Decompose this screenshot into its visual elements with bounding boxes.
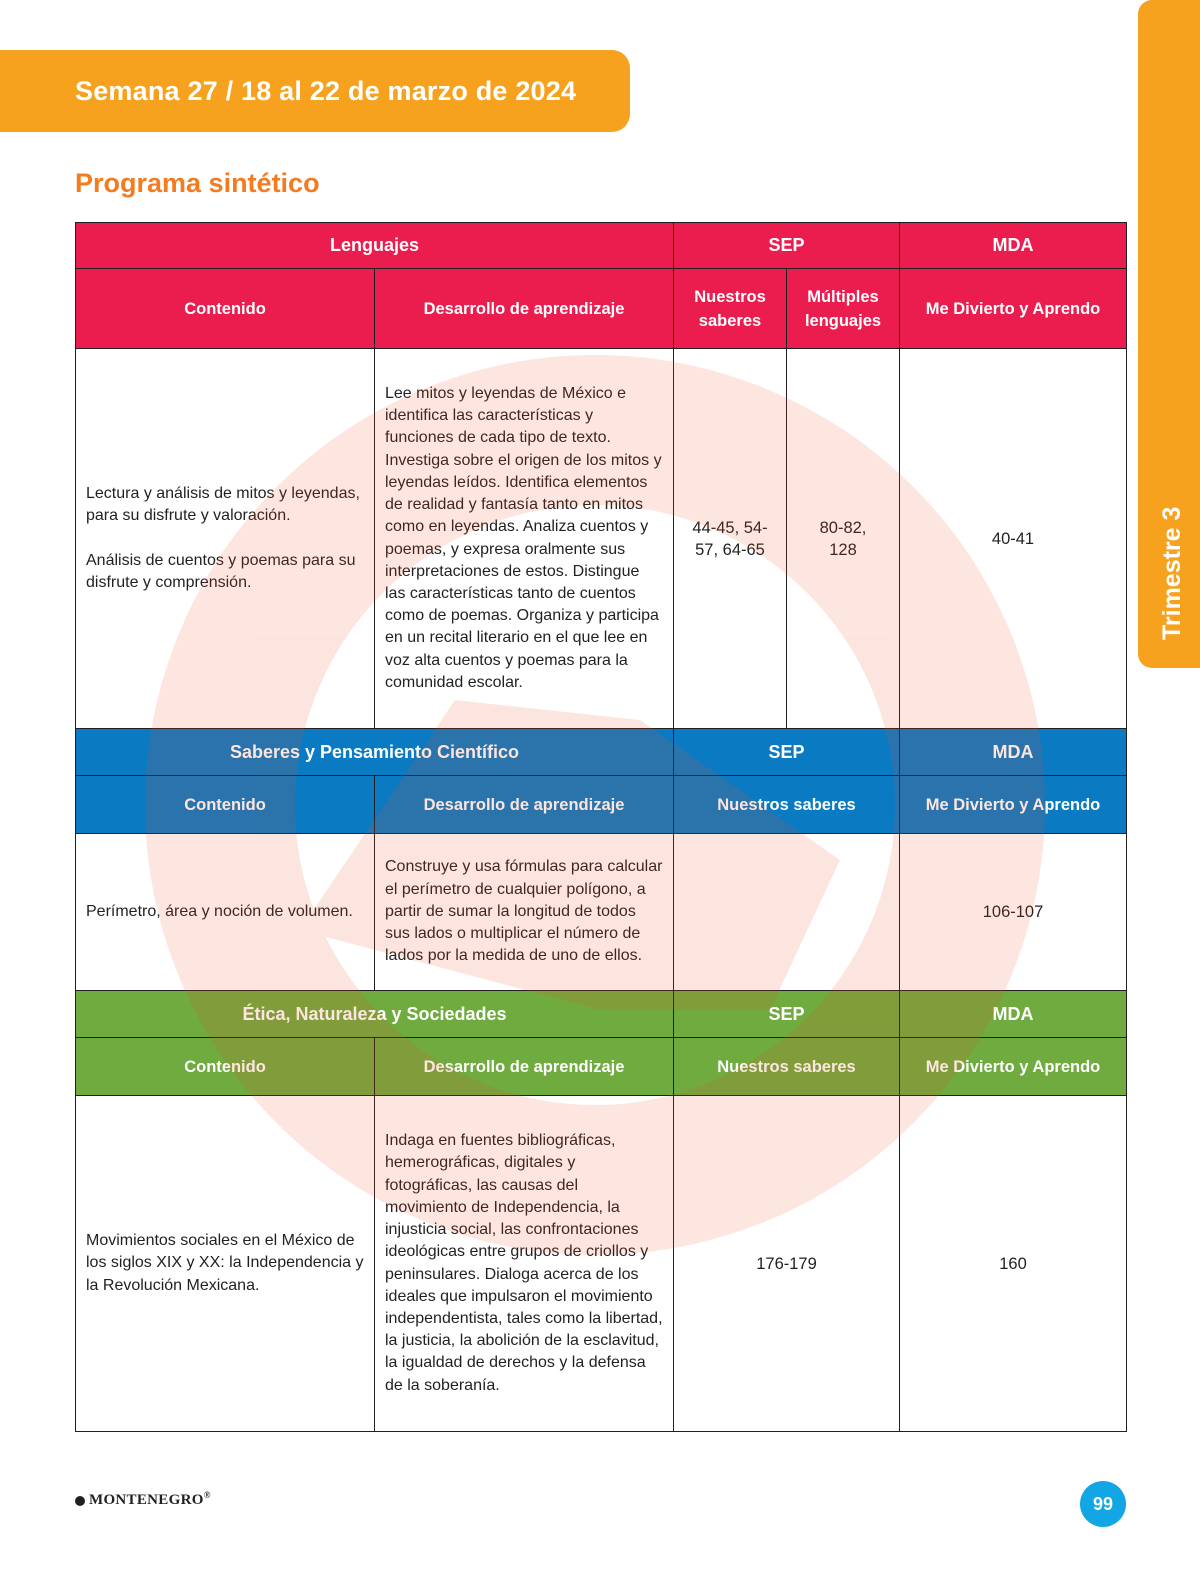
trimestre-label: Trimestre 3 <box>1158 506 1186 640</box>
saberes-title: Saberes y Pensamiento Científico <box>76 729 674 776</box>
lenguajes-desarrollo: Lee mitos y leyendas de México e identifica las características y funciones de cada tipo de texto. Investiga sobre el origen de los mitos y leyendas leídos. Identifica elementos de realidad y fantasía tanto en mitos como en leyendas. Analiza cuentos y poemas, y expresa oralmente sus interpretaciones de estos. Distingue las características tanto de cuentos como de poemas. Organiza y participa en un recital literario en el que lee en voz alta cuentos y poemas para la comunidad escolar. <box>375 349 674 729</box>
saberes-mda: MDA <box>900 729 1127 776</box>
lenguajes-nuestros-saberes: 44-45, 54-57, 64-65 <box>674 349 787 729</box>
col-nuestros-saberes: Nuestros saberes <box>674 776 900 834</box>
col-me-divierto: Me Divierto y Aprendo <box>900 1038 1127 1096</box>
saberes-me-divierto: 106-107 <box>900 834 1127 991</box>
col-nuestros-saberes: Nuestros saberes <box>674 1038 900 1096</box>
etica-contenido: Movimientos sociales en el México de los siglos XIX y XX: la Independencia y la Revolución Mexicana. <box>76 1096 375 1432</box>
etica-mda: MDA <box>900 991 1127 1038</box>
week-title: Semana 27 / 18 al 22 de marzo de 2024 <box>75 76 577 106</box>
saberes-columns-row <box>76 776 1127 834</box>
saberes-contenido: Perímetro, área y noción de volumen. <box>76 834 375 991</box>
etica-content-row <box>76 1096 1127 1432</box>
publisher-name: MONTENEGRO <box>89 1492 204 1508</box>
program-table <box>75 222 1127 1432</box>
col-contenido: Contenido <box>76 776 375 834</box>
saberes-nuestros-saberes <box>674 834 900 991</box>
etica-me-divierto: 160 <box>900 1096 1127 1432</box>
col-nuestros-saberes: Nuestros saberes <box>674 269 787 349</box>
etica-sep: SEP <box>674 991 900 1038</box>
lenguajes-title: Lenguajes <box>76 223 674 269</box>
col-desarrollo: Desarrollo de aprendizaje <box>375 1038 674 1096</box>
saberes-content-row <box>76 834 1127 991</box>
col-me-divierto: Me Divierto y Aprendo <box>900 269 1127 349</box>
etica-columns-row <box>76 1038 1127 1096</box>
saberes-header-row <box>76 729 1127 776</box>
lenguajes-me-divierto: 40-41 <box>900 349 1127 729</box>
lenguajes-content-row <box>76 349 1127 729</box>
lenguajes-header-row <box>76 223 1127 269</box>
etica-header-row <box>76 991 1127 1038</box>
etica-title: Ética, Naturaleza y Sociedades <box>76 991 674 1038</box>
col-contenido: Contenido <box>76 1038 375 1096</box>
section-title: Programa sintético <box>75 168 320 198</box>
etica-desarrollo: Indaga en fuentes bibliográficas, hemerográficas, digitales y fotográficas, las causas del movimiento de Independencia, la injusticia social, las confrontaciones ideológicas entre grupos de criollos y peninsulares. Dialoga acerca de los ideales que impulsaron el movimiento independentista, tales como la libertad, la justicia, la abolición de la esclavitud, la igualdad de derechos y la defensa de la soberanía. <box>375 1096 674 1432</box>
col-me-divierto: Me Divierto y Aprendo <box>900 776 1127 834</box>
contenido-item: Análisis de cuentos y poemas para su disfrute y comprensión. <box>86 551 356 591</box>
contenido-item: Lectura y análisis de mitos y leyendas, para su disfrute y valoración. <box>86 485 360 525</box>
publisher-logo: MONTENEGRO® <box>75 1490 211 1509</box>
col-multiples-lenguajes: Múltiples lenguajes <box>787 269 900 349</box>
col-desarrollo: Desarrollo de aprendizaje <box>375 776 674 834</box>
saberes-sep: SEP <box>674 729 900 776</box>
page-number-badge: 99 <box>1080 1481 1126 1527</box>
logo-dot-icon <box>75 1496 85 1506</box>
lenguajes-columns-row <box>76 269 1127 349</box>
lenguajes-contenido <box>76 349 375 729</box>
col-contenido: Contenido <box>76 269 375 349</box>
lenguajes-multiples-lenguajes: 80-82, 128 <box>787 349 900 729</box>
saberes-desarrollo: Construye y usa fórmulas para calcular el perímetro de cualquier polígono, a partir de sumar la longitud de todos sus lados o multiplicar el número de lados por la medida de uno de ellos. <box>375 834 674 991</box>
col-desarrollo: Desarrollo de aprendizaje <box>375 269 674 349</box>
lenguajes-mda: MDA <box>900 223 1127 269</box>
etica-nuestros-saberes: 176-179 <box>674 1096 900 1432</box>
lenguajes-sep: SEP <box>674 223 900 269</box>
